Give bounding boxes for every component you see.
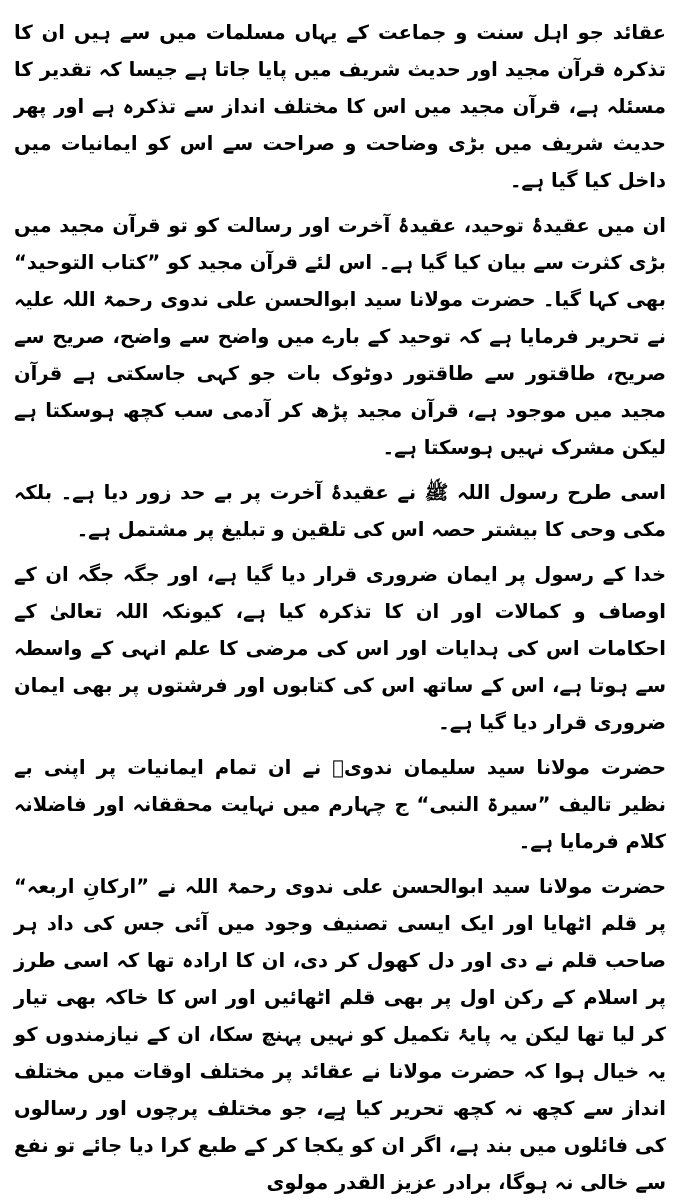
paragraph-6: حضرت مولانا سید ابوالحسن علی ندوی رحمۃ اللہ نے ”ارکانِ اربعہ“ پر قلم اٹھایا اور ایک ایسی تصنیف وجود میں آئی جس کی داد ہر صاحب قلم نے دی اور دل کھول کر دی، ان کا ارادہ تھا کہ اسی طرز پر اسلام کے رکن اول پر بھی قلم اٹھائیں اور اس کا خاکہ بھی تیار کر لیا تھا لیکن یہ پایۂ تکمیل کو نہیں پہنچ سکا، ان کے نیازمندوں کو یہ خیال ہوا کہ حضرت مولانا نے عقائد پر مختلف اوقات میں مختلف انداز سے کچھ نہ کچھ تحریر کیا ہے، جو مختلف پرچوں اور رسالوں کی فائلوں میں بند ہے، اگر ان کو یکجا کر کے طبع کرا دیا جائے تو نفع سے خالی نہ ہوگا، برادر عزیز القدر مولوی — [14, 875, 666, 1194]
paragraph-1: عقائد جو اہل سنت و جماعت کے یہاں مسلمات میں سے ہیں ان کا تذکرہ قرآن مجید اور حدیث شریف میں پایا جاتا ہے جیسا کہ تقدیر کا مسئلہ ہے، قرآن مجید میں اس کا مختلف انداز سے تذکرہ ہے اور پھر حدیث شریف میں بڑی وضاحت و صراحت سے اس کو ایمانیات میں داخل کیا گیا ہے۔ — [14, 21, 666, 192]
page-body — [14, 14, 666, 1201]
paragraph-4: خدا کے رسول پر ایمان ضروری قرار دیا گیا ہے، اور جگہ جگہ ان کے اوصاف و کمالات اور ان کا تذکرہ کیا ہے، کیونکہ اللہ تعالیٰ کے احکامات اس کی ہدایات اور اس کی مرضی کا علم انہی کے واسطہ سے ہوتا ہے، اس کے ساتھ اس کی کتابوں اور فرشتوں پر بھی ایمان ضروری قرار دیا گیا ہے۔ — [14, 563, 666, 734]
paragraph-5: حضرت مولانا سید سلیمان ندویؒ نے ان تمام ایمانیات پر اپنی بے نظیر تالیف ”سیرۃ النبی“ ج چہارم میں نہایت محققانہ اور فاضلانہ کلام فرمایا ہے۔ — [14, 756, 666, 853]
page-footer-mark — [334, 1118, 344, 1124]
paragraph-2: ان میں عقیدۂ توحید، عقیدۂ آخرت اور رسالت کو تو قرآن مجید میں بڑی کثرت سے بیان کیا گیا ہے۔ اس لئے قرآن مجید کو ”کتاب التوحید“ بھی کہا گیا۔ حضرت مولانا سید ابوالحسن علی ندوی رحمۃ اللہ علیہ نے تحریر فرمایا ہے کہ توحید کے بارے میں واضح سے واضح، صریح سے صریح، طاقتور سے طاقتور دوٹوک بات جو کہی جاسکتی ہے قرآن مجید میں موجود ہے، قرآن مجید پڑھ کر آدمی سب کچھ ہوسکتا ہے لیکن مشرک نہیں ہوسکتا ہے۔ — [14, 214, 666, 459]
paragraph-3: اسی طرح رسول اللہ ﷺ نے عقیدۂ آخرت پر بے حد زور دیا ہے۔ بلکہ مکی وحی کا بیشتر حصہ اس کی تلقین و تبلیغ پر مشتمل ہے۔ — [14, 481, 666, 541]
